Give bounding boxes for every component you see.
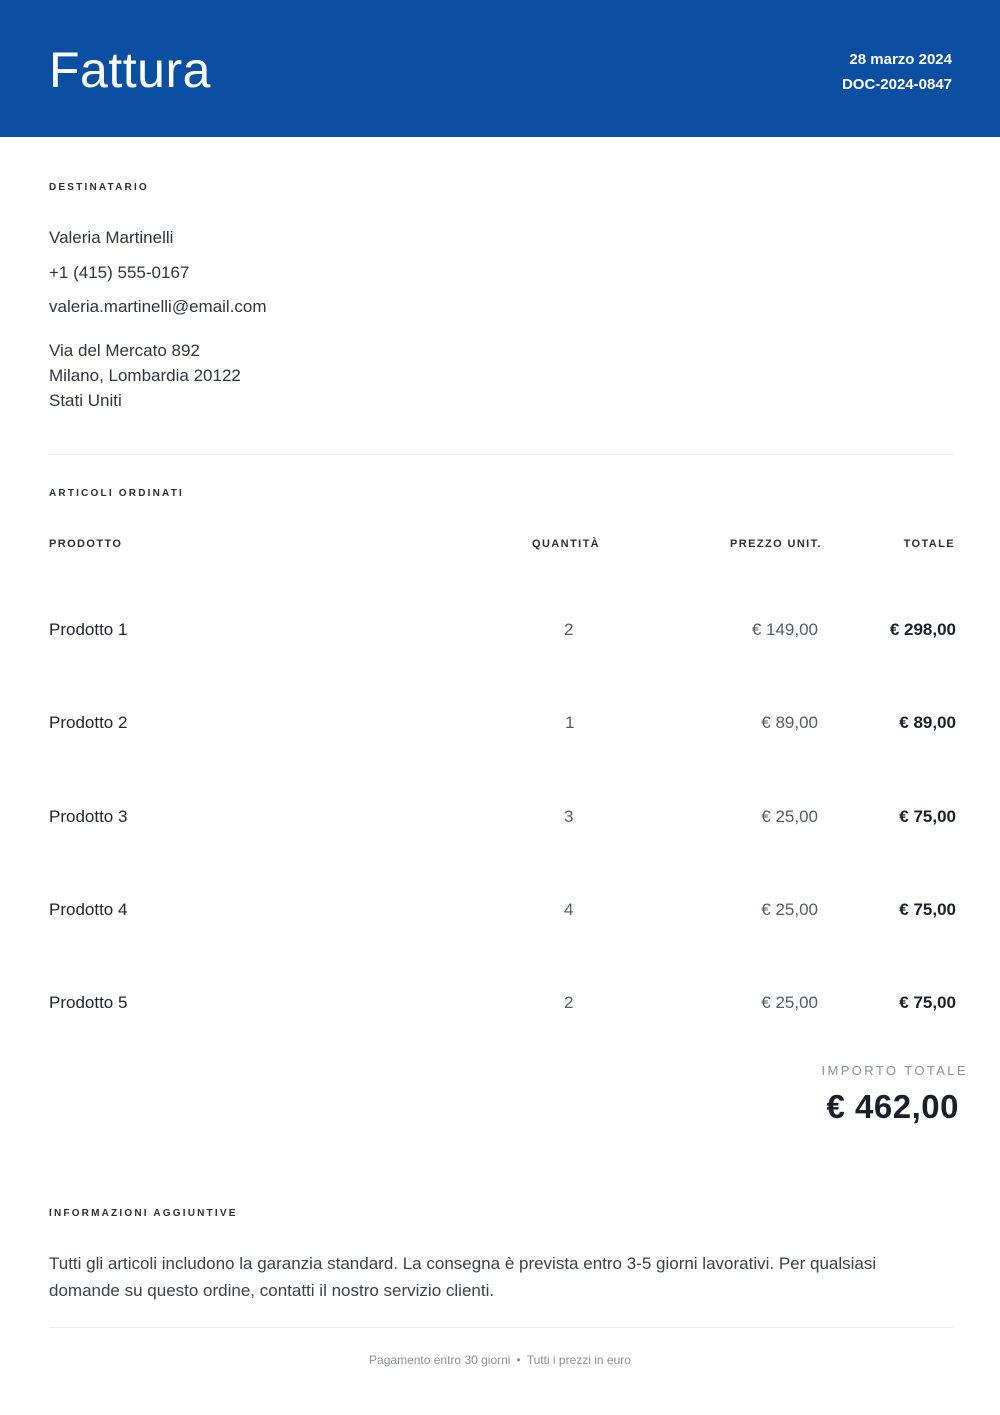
column-header-quantity: QUANTITÀ — [532, 538, 601, 550]
product-quantity: 3 — [564, 807, 574, 826]
recipient-email: valeria.martinelli@email.com — [49, 297, 267, 316]
product-total: € 75,00 — [899, 807, 956, 826]
column-header-unit-price: PREZZO UNIT. — [730, 538, 822, 550]
product-name: Prodotto 2 — [49, 713, 128, 732]
table-row — [0, 610, 1000, 650]
product-unit-price: € 25,00 — [761, 807, 818, 826]
product-unit-price: € 25,00 — [761, 993, 818, 1012]
address-line-2: Milano, Lombardia 20122 — [49, 366, 241, 385]
invoice-doc-number: DOC-2024-0847 — [841, 76, 952, 93]
total-amount-value: € 462,00 — [826, 1088, 959, 1125]
product-quantity: 2 — [564, 620, 574, 639]
section-divider — [49, 454, 953, 455]
invoice-meta — [842, 47, 952, 97]
product-name: Prodotto 3 — [49, 807, 128, 826]
table-row — [0, 890, 1000, 930]
product-name: Prodotto 5 — [49, 993, 128, 1012]
product-name: Prodotto 1 — [49, 620, 128, 639]
product-total: € 89,00 — [899, 713, 956, 732]
invoice-footer — [0, 1353, 1000, 1367]
table-row — [0, 703, 1000, 743]
footer-divider — [49, 1327, 953, 1328]
address-line-1: Via del Mercato 892 — [49, 341, 200, 360]
product-quantity: 1 — [565, 713, 575, 732]
recipient-address — [49, 338, 241, 413]
product-unit-price: € 89,00 — [761, 713, 818, 732]
invoice-header — [0, 0, 1000, 137]
table-row — [0, 983, 1000, 1023]
recipient-phone: +1 (415) 555-0167 — [49, 263, 190, 282]
recipient-name: Valeria Martinelli — [49, 228, 174, 247]
product-total: € 75,00 — [899, 900, 956, 919]
product-quantity: 4 — [564, 900, 574, 919]
invoice-date: 28 marzo 2024 — [849, 51, 952, 68]
items-section-label: ARTICOLI ORDINATI — [49, 488, 184, 499]
notes-text: Tutti gli articoli includono la garanzia standard. La consegna è prevista entro 3-5 giorni lavorativi. Per qualsiasi domande su questo ordine, contatti il nostro servizio clienti. — [49, 1254, 877, 1300]
product-quantity: 2 — [564, 993, 574, 1012]
product-unit-price: € 25,00 — [761, 900, 818, 919]
column-header-total: TOTALE — [903, 538, 955, 550]
table-row — [0, 797, 1000, 837]
footer-separator: • — [516, 1353, 521, 1367]
address-line-3: Stati Uniti — [49, 391, 122, 410]
invoice-title: Fattura — [49, 42, 211, 98]
recipient-section-label: DESTINATARIO — [49, 182, 149, 193]
column-header-product: PRODOTTO — [49, 538, 123, 550]
notes-section-label: INFORMAZIONI AGGIUNTIVE — [49, 1208, 238, 1219]
product-name: Prodotto 4 — [49, 900, 128, 919]
product-total: € 75,00 — [899, 993, 956, 1012]
product-total: € 298,00 — [889, 620, 956, 639]
currency-note: Tutti i prezzi in euro — [526, 1353, 631, 1367]
total-amount-label: IMPORTO TOTALE — [821, 1063, 968, 1078]
payment-terms: Pagamento entro 30 giorni — [369, 1353, 511, 1367]
product-unit-price: € 149,00 — [751, 620, 818, 639]
